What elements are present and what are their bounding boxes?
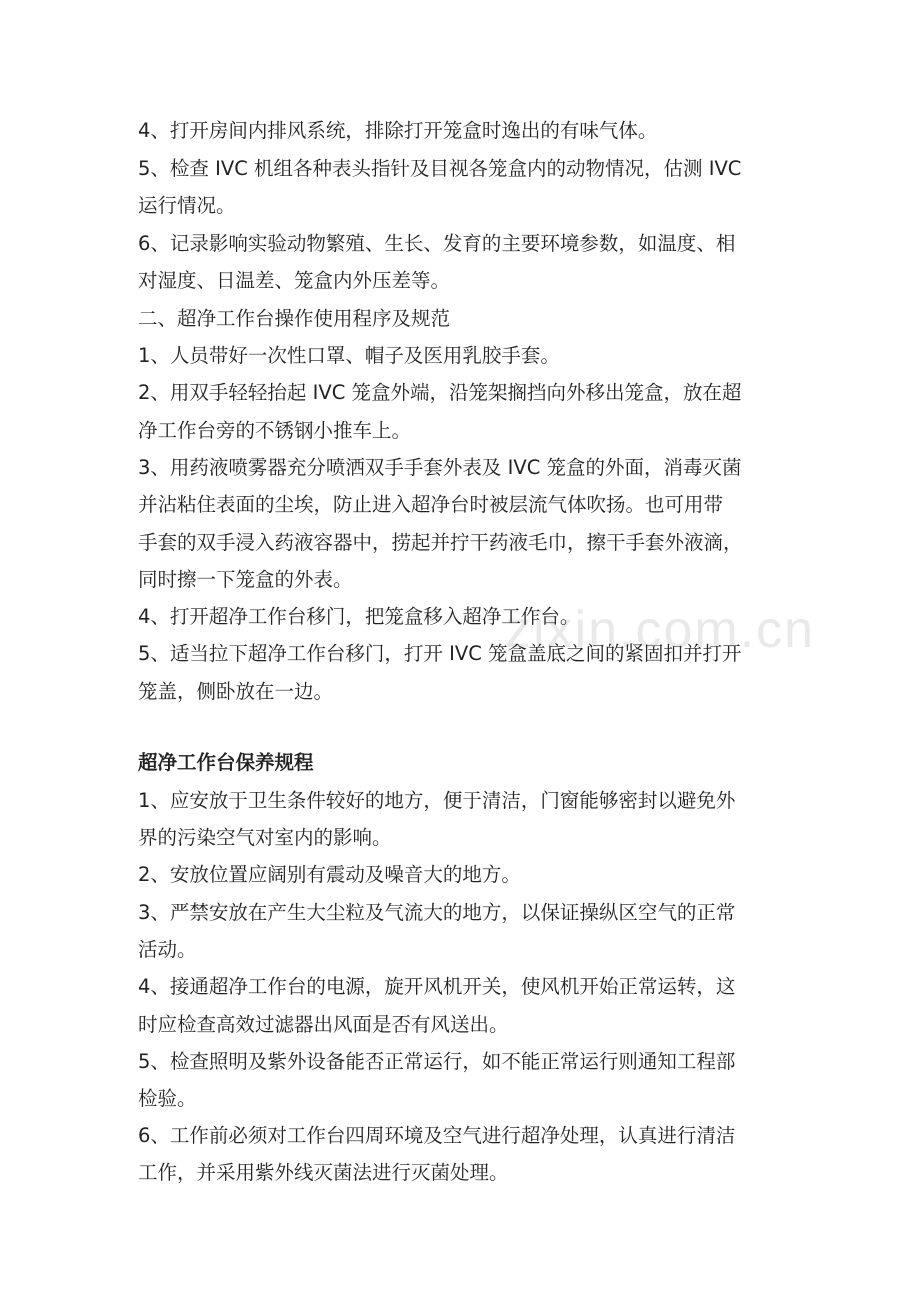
text-line: 1、人员带好一次性口罩、帽子及医用乳胶手套。 <box>138 344 560 367</box>
text-line: 活动。 <box>138 938 197 961</box>
text-line: 3、用药液喷雾器充分喷洒双手手套外表及 IVC 笼盒的外面，消毒灭菌 <box>138 456 742 479</box>
text-line: 1、应安放于卫生条件较好的地方，便于清洁，门窗能够密封以避免外 <box>138 789 736 812</box>
text-line: 5、检查照明及紫外设备能否正常运行，如不能正常运行则通知工程部 <box>138 1050 736 1073</box>
text-line: 4、接通超净工作台的电源，旋开风机开关，使风机开始正常运转，这 <box>138 975 736 998</box>
text-line: 运行情况。 <box>138 194 236 217</box>
watermark: zixin.com.cn <box>505 601 816 659</box>
text-line: 2、安放位置应阔别有震动及噪音大的地方。 <box>138 863 521 886</box>
text-line: 工作，并采用紫外线灭菌法进行灭菌处理。 <box>138 1161 509 1184</box>
text-line: 6、记录影响实验动物繁殖、生长、发育的主要环境参数，如温度、相 <box>138 232 736 255</box>
text-line: 并沾粘住表面的尘埃，防止进入超净台时被层流气体吹扬。也可用带 <box>138 493 724 516</box>
text-line: 净工作台旁的不锈钢小推车上。 <box>138 419 412 442</box>
section-heading: 超净工作台保养规程 <box>138 751 314 774</box>
text-line: 手套的双手浸入药液容器中，捞起并拧干药液毛巾，擦干手套外液滴， <box>138 531 743 554</box>
text-line: 检验。 <box>138 1087 197 1110</box>
text-line: 对湿度、日温差、笼盒内外压差等。 <box>138 269 451 292</box>
text-line: 4、打开房间内排风系统，排除打开笼盒时逸出的有味气体。 <box>138 119 658 142</box>
text-line: 界的污染空气对室内的影响。 <box>138 826 392 849</box>
text-line: 6、工作前必须对工作台四周环境及空气进行超净处理，认真进行清洁 <box>138 1124 736 1147</box>
text-line: 5、适当拉下超净工作台移门，打开 IVC 笼盒盖底之间的紧固扣并打开 <box>138 642 742 665</box>
text-line: 2、用双手轻轻抬起 IVC 笼盒外端，沿笼架搁挡向外移出笼盒，放在超 <box>138 381 742 404</box>
text-line: 5、检查 IVC 机组各种表头指针及目视各笼盒内的动物情况，估测 IVC <box>138 157 742 180</box>
text-line: 时应检查高效过滤器出风面是否有风送出。 <box>138 1013 509 1036</box>
text-line: 二、超净工作台操作使用程序及规范 <box>138 307 451 330</box>
text-line: 4、打开超净工作台移门，把笼盒移入超净工作台。 <box>138 605 580 628</box>
text-line: 3、严禁安放在产生大尘粒及气流大的地方，以保证操纵区空气的正常 <box>138 901 736 924</box>
text-line: 同时擦一下笼盒的外表。 <box>138 568 353 591</box>
text-line: 笼盖，侧卧放在一边。 <box>138 680 334 703</box>
